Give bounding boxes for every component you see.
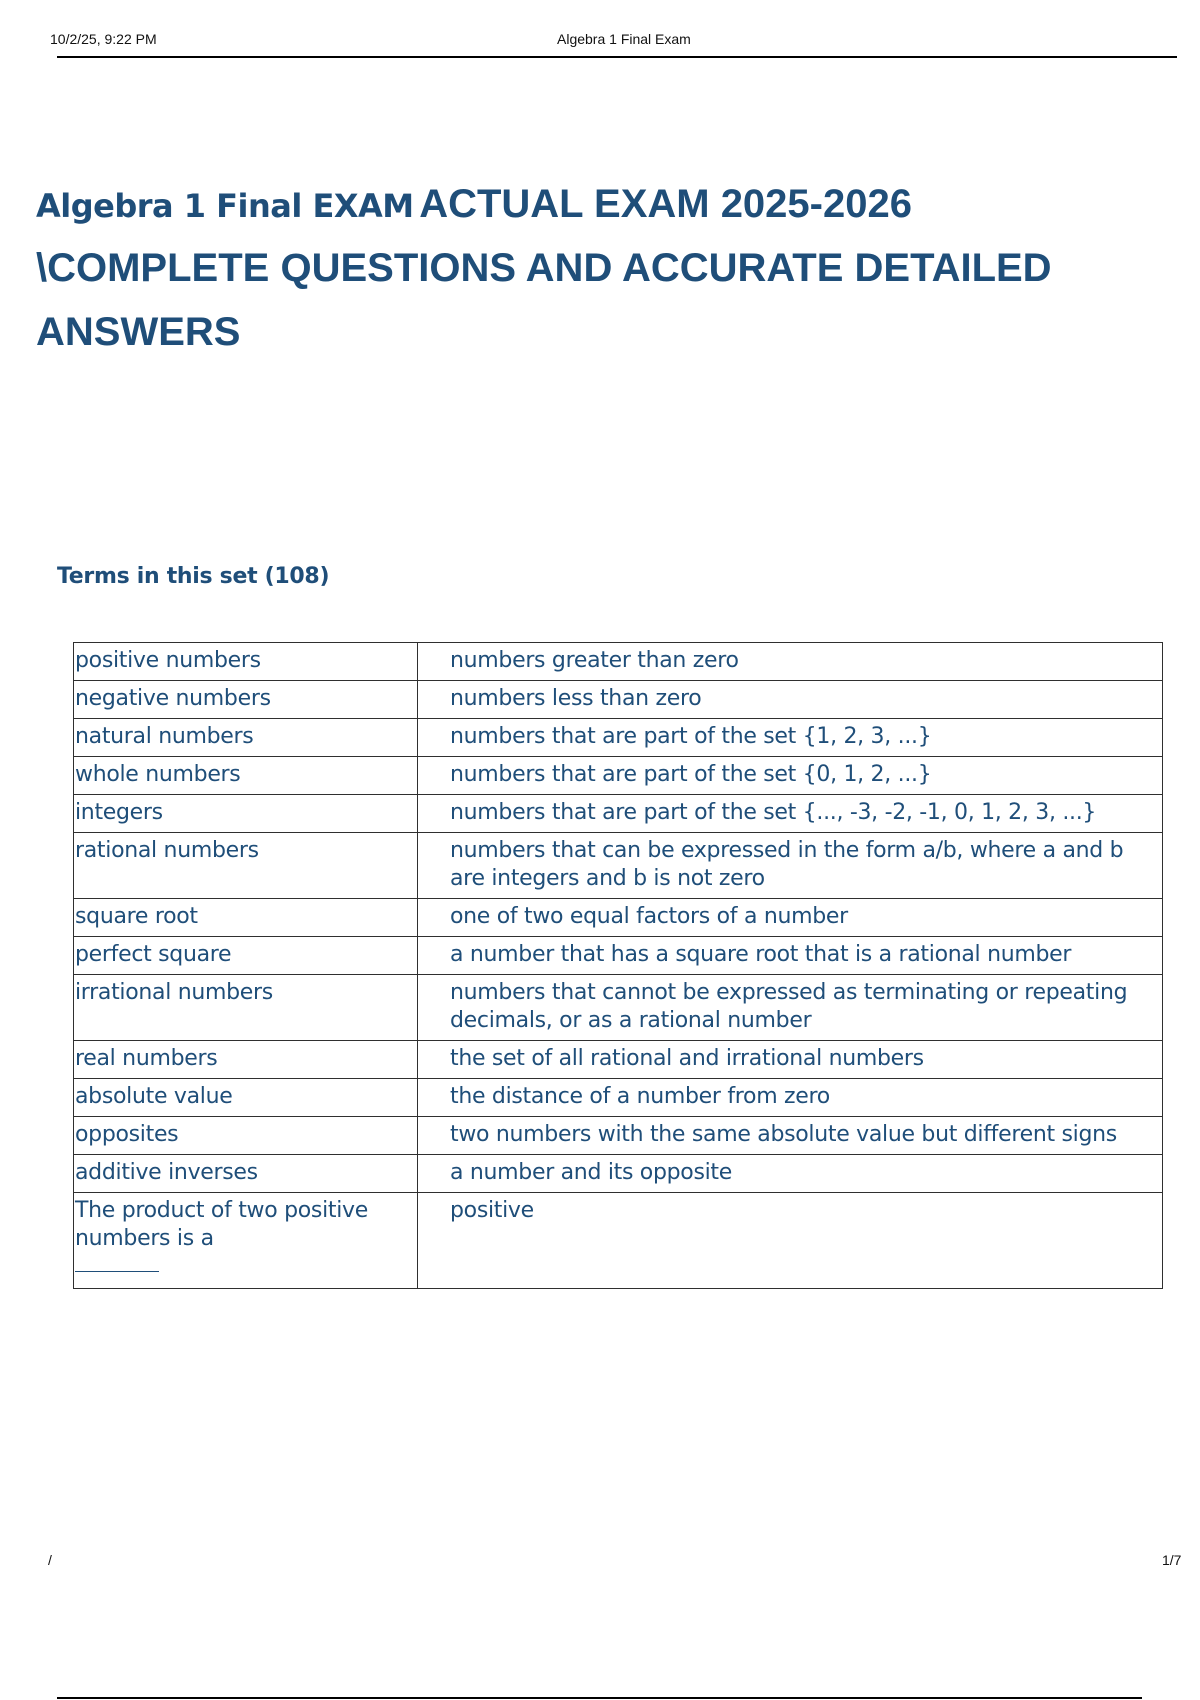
document-title — [36, 176, 1186, 368]
definition-cell: the set of all rational and irrational numbers — [418, 1041, 1163, 1079]
table-row — [74, 1155, 1163, 1193]
definition-cell: numbers that are part of the set {0, 1, 2, ...} — [418, 757, 1163, 795]
table-row — [74, 899, 1163, 937]
table-row — [74, 719, 1163, 757]
term-cell: absolute value — [74, 1079, 418, 1117]
definition-cell: numbers that are part of the set {1, 2, 3, ...} — [418, 719, 1163, 757]
definition-cell: numbers that are part of the set {..., -3, -2, -1, 0, 1, 2, 3, ...} — [418, 795, 1163, 833]
term-cell: natural numbers — [74, 719, 418, 757]
table-row — [74, 757, 1163, 795]
definition-cell: the distance of a number from zero — [418, 1079, 1163, 1117]
definition-cell: a number and its opposite — [418, 1155, 1163, 1193]
term-cell: negative numbers — [74, 681, 418, 719]
term-cell: rational numbers — [74, 833, 418, 899]
print-datetime: 10/2/25, 9:22 PM — [50, 31, 157, 47]
title-line3: ANSWERS — [36, 310, 241, 354]
title-line2: \COMPLETE QUESTIONS AND ACCURATE DETAILED — [36, 246, 1052, 290]
term-cell: perfect square — [74, 937, 418, 975]
table-row — [74, 937, 1163, 975]
term-text: The product of two positive numbers is a — [75, 1198, 368, 1251]
table-row — [74, 1079, 1163, 1117]
table-row — [74, 643, 1163, 681]
term-cell: opposites — [74, 1117, 418, 1155]
definition-cell: one of two equal factors of a number — [418, 899, 1163, 937]
definition-cell: numbers greater than zero — [418, 643, 1163, 681]
footer-divider — [57, 1697, 1142, 1699]
page-number: 1/7 — [1162, 1552, 1182, 1568]
page-footer-mark: / — [48, 1552, 52, 1568]
terms-heading: Terms in this set (108) — [57, 564, 330, 589]
print-page-title: Algebra 1 Final Exam — [557, 31, 691, 47]
table-row — [74, 1193, 1163, 1289]
definition-cell: numbers that cannot be expressed as terminating or repeating decimals, or as a rational number — [418, 975, 1163, 1041]
table-row — [74, 975, 1163, 1041]
table-row — [74, 833, 1163, 899]
definition-cell: numbers that can be expressed in the form a/b, where a and b are integers and b is not zero — [418, 833, 1163, 899]
title-lead: Algebra 1 Final EXAM — [36, 187, 414, 225]
table-row — [74, 795, 1163, 833]
definition-cell: a number that has a square root that is a rational number — [418, 937, 1163, 975]
title-rest-line1: ACTUAL EXAM 2025-2026 — [419, 182, 912, 226]
fill-in-blank-line — [75, 1271, 159, 1272]
table-row — [74, 681, 1163, 719]
term-cell: real numbers — [74, 1041, 418, 1079]
term-cell: whole numbers — [74, 757, 418, 795]
term-cell: additive inverses — [74, 1155, 418, 1193]
definition-cell: two numbers with the same absolute value but different signs — [418, 1117, 1163, 1155]
table-row — [74, 1117, 1163, 1155]
term-cell: square root — [74, 899, 418, 937]
definition-cell: numbers less than zero — [418, 681, 1163, 719]
definition-cell: positive — [418, 1193, 1163, 1289]
table-row — [74, 1041, 1163, 1079]
term-cell — [74, 1193, 418, 1289]
print-header — [50, 22, 1177, 58]
terms-table — [73, 642, 1163, 1289]
term-cell: positive numbers — [74, 643, 418, 681]
term-cell: integers — [74, 795, 418, 833]
term-cell: irrational numbers — [74, 975, 418, 1041]
